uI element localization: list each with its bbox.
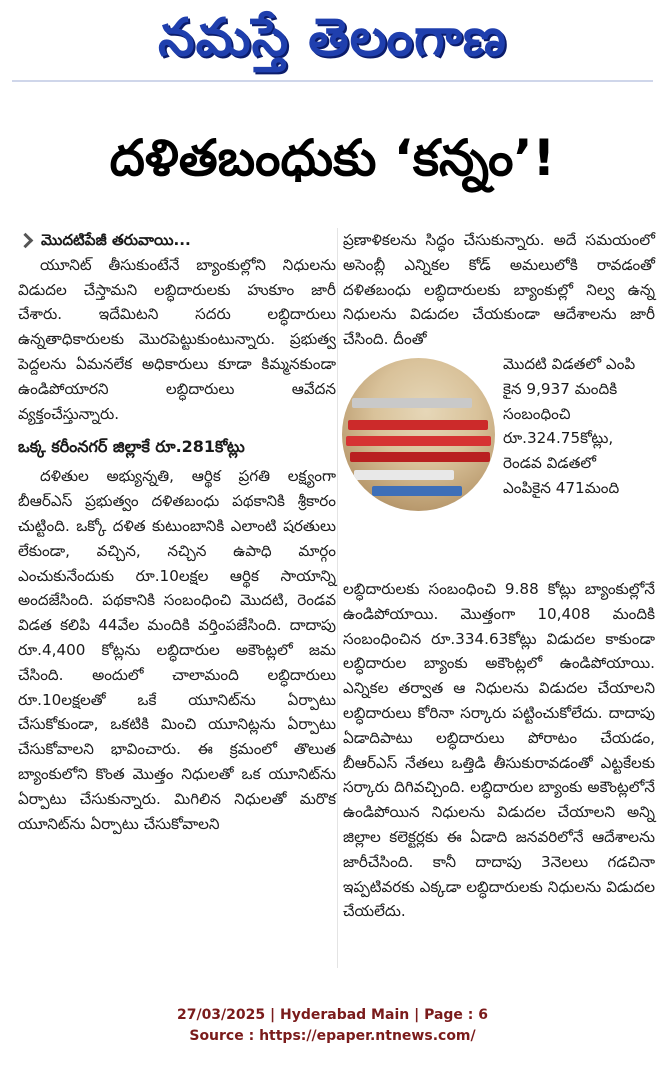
masthead-title: నమస్తే తెలంగాణ bbox=[158, 8, 507, 68]
paragraph: యూనిట్‌ తీసుకుంటేనే బ్యాంకుల్లోని నిధులను విడుదల చేస్తామని లబ్ధిదారులకు హుకూం జారీ చేశారు. ఇదేమిటని సదరు లబ్ధిదారులు ఉన్నతాధికారులకు మొరపెట్టుకుంటున్నారు. ప్రభుత్వ పెద్దలను ఏమనలేక అధికారులు కూడా కిమ్మనకుండా ఉండిపోయారని లబ్ధిదారులు ఆవేదన వ్యక్తంచేస్తున్నారు. bbox=[18, 255, 336, 423]
article-headline: దళితబంధుకు ‘కన్నం’! bbox=[109, 129, 556, 187]
continued-from-label bbox=[18, 228, 336, 253]
masthead-rule bbox=[12, 80, 653, 82]
text-line: మొదటి విడతలో ఎంపి bbox=[503, 354, 636, 373]
column-divider bbox=[337, 228, 338, 968]
text-line: సంబంధించి bbox=[503, 404, 571, 423]
footer-edition-info: 27/03/2025 | Hyderabad Main | Page : 6 bbox=[176, 1007, 489, 1023]
footer-source-link[interactable]: Source : https://epaper.ntnews.com/ bbox=[189, 1028, 476, 1044]
continued-text: మొదటిపేజీ తరువాయి... bbox=[41, 231, 191, 249]
text-line: ఎంపికైన 471మంది bbox=[503, 478, 620, 497]
text-line: కైన 9,937 మందికి bbox=[503, 379, 618, 398]
photo-block bbox=[343, 352, 655, 577]
paragraph: లబ్ధిదారులకు సంబంధించి 9.88 కోట్లు బ్యాంకుల్లోనే ఉండిపోయాయి. మొత్తంగా 10,408 మందికి సంబంధించిన రూ.334.63కోట్లు విడుదల కాకుండా లబ్ధిదారుల బ్యాంకు అకౌంట్లలో ఉండిపోయాయి. ఎన్నికల తర్వాత ఆ నిధులను విడుదల చేయాలని లబ్ధిదారులు కోరినా సర్కారు పట్టించుకోలేదు. దాదాపు ఏడాదిపాటు లబ్ధిదారులు పోరాటం చేయడం, బీఆర్‌ఎస్‌ నేతలు ఒత్తిడి తీసుకురావడంతో ఎట్టకేలకు సర్కారు దిగివచ్చింది. లబ్ధిదారుల బ్యాంకు అకౌంట్లలోనే ఉండిపోయిన నిధులను విడుదల చేయాలని అన్ని జిల్లాల కలెక్టర్లకు ఈ ఏడాది జనవరిలోనే ఆదేశాలను జారీచేసింది. కానీ దాదాపు 3నెలలు గడచినా ఇప్పటివరకు ఎక్కడా లబ్ధిదారులకు నిధులను విడుదల చేయలేదు. bbox=[343, 579, 655, 921]
left-column bbox=[18, 228, 336, 836]
text-line: రెండవ విడతలో bbox=[503, 454, 597, 473]
text-beside-photo bbox=[503, 352, 655, 501]
paragraph: దళితుల అభ్యున్నతి, ఆర్థిక ప్రగతి లక్ష్యంగా బీఆర్‌ఎస్‌ ప్రభుత్వం దళితబంధు పథకానికి శ్రీకారం చుట్టింది. ఒక్కో దళిత కుటుంబానికి ఎలాంటి షరతులు లేకుండా, వచ్చిన, నచ్చిన ఉపాధి మార్గం ఎంచుకునేందుకు రూ.10లక్షల ఆర్థిక సాయాన్ని అందజేసింది. పథకానికి సంబంధించి మొదటి, రెండవ విడత కలిపి 44వేల మందికి వర్తింపజేసింది. దాదాపు రూ.4,400 కోట్లను లబ్ధిదారుల అకౌంట్లలో జమ చేసింది. అందులో చాలామంది లబ్ధిదారులు రూ.10లక్షలతో ఒకే యూనిట్‌ను ఏర్పాటు చేసుకోకుండా, ఒకటికి మించి యూనిట్లను ఏర్పాటు చేసుకోవాలని భావించారు. ఈ క్రమంలో తొలుత బ్యాంకులోని కొంత మొత్తం నిధులతో ఒక యూనిట్‌ను ఏర్పాటు చేసుకున్నారు. మిగిలిన నిధులతో మరొక యూనిట్‌ను ఏర్పాటు చేసుకోవాలని bbox=[18, 467, 336, 833]
paragraph: ప్రణాళికలను సిద్ధం చేసుకున్నారు. అదే సమయంలో అసెంబ్లీ ఎన్నికల కోడ్‌ అమలులోకి రావడంతో దళితబంధు లబ్ధిదారులకు బ్యాంకుల్లో నిల్వ ఉన్న నిధులను విడుదల చేయకుండా ఆదేశాలను జారీ చేసింది. దీంతో bbox=[343, 231, 655, 349]
masthead bbox=[0, 0, 665, 90]
text-line: రూ.324.75కోట్లు, bbox=[503, 429, 614, 448]
subheading: ఒక్క కరీంనగర్‌ జిల్లాకే రూ.281కోట్లు bbox=[18, 437, 245, 457]
right-column bbox=[343, 228, 655, 924]
tractor-fleet-photo bbox=[342, 358, 495, 511]
chevron-right-icon bbox=[18, 233, 34, 249]
